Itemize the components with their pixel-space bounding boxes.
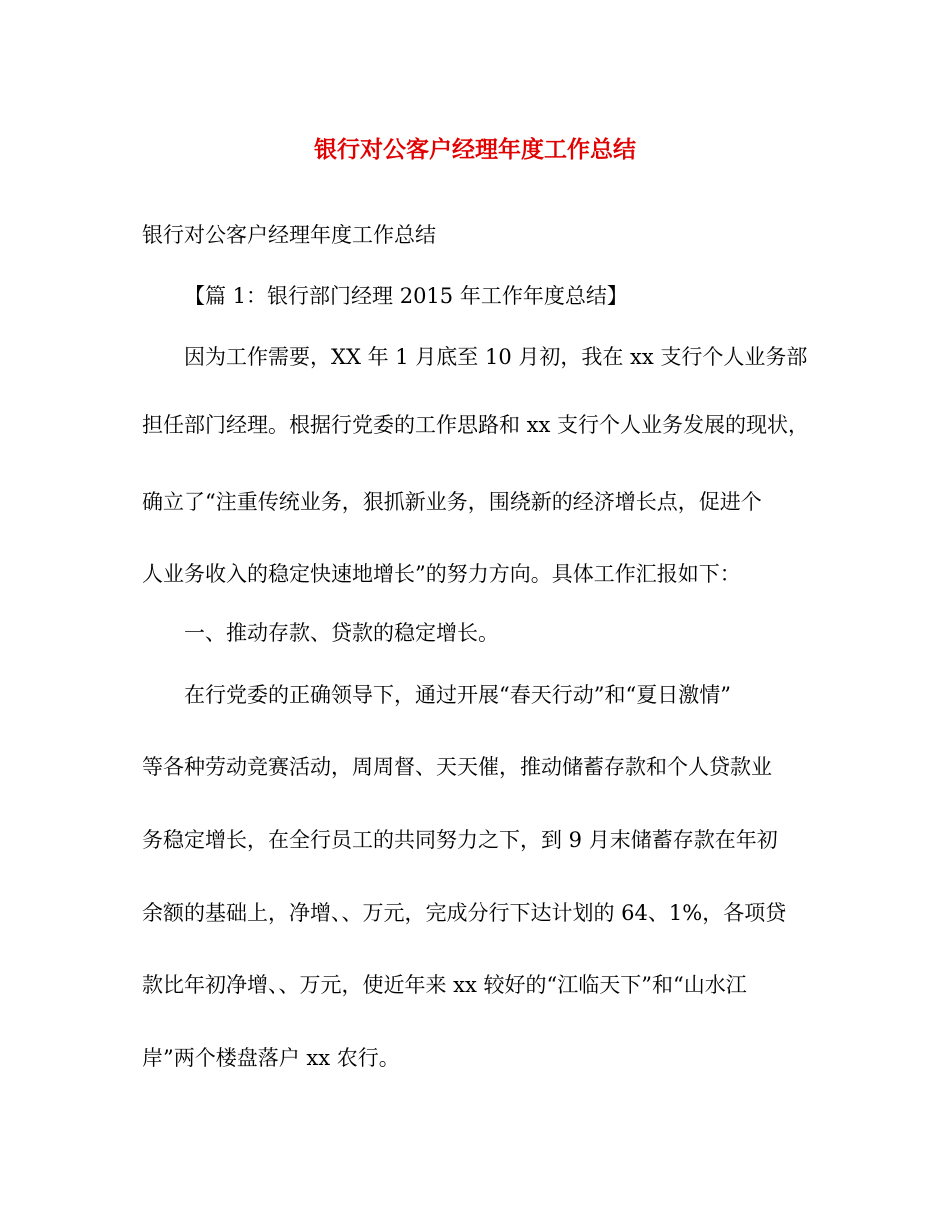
paragraph-line: 务稳定增长，在全行员工的共同努力之下，到 9 月末储蓄存款在年初 xyxy=(142,828,778,852)
paragraph-line: 款比年初净增、、万元，使近年来 xx 较好的“江临天下”和“山水江 xyxy=(142,973,747,997)
document-title: 银行对公客户经理年度工作总结 xyxy=(314,136,636,163)
subtitle-line: 银行对公客户经理年度工作总结 xyxy=(142,223,436,247)
paragraph-line: 因为工作需要，XX 年 1 月底至 10 月初，我在 xx 支行个人业务部 xyxy=(184,345,808,369)
paragraph-line: 余额的基础上，净增、、万元，完成分行下达计划的 64、1%，各项贷 xyxy=(142,901,787,925)
section-heading: 【篇 1：银行部门经理 2015 年工作年度总结】 xyxy=(184,284,628,308)
list-heading: 一、推动存款、贷款的稳定增长。 xyxy=(184,621,499,645)
paragraph-line: 确立了“注重传统业务，狠抓新业务，围绕新的经济增长点，促进个 xyxy=(142,490,762,514)
paragraph-line: 等各种劳动竞赛活动，周周督、天天催，推动储蓄存款和个人贷款业 xyxy=(142,755,772,779)
paragraph-line: 人业务收入的稳定快速地增长”的努力方向。具体工作汇报如下： xyxy=(142,562,741,586)
paragraph-line: 在行党委的正确领导下，通过开展“春天行动”和“夏日激情” xyxy=(184,683,731,707)
paragraph-line: 岸”两个楼盘落户 xx 农行。 xyxy=(142,1046,400,1070)
paragraph-line: 担任部门经理。根据行党委的工作思路和 xx 支行个人业务发展的现状， xyxy=(142,413,810,437)
